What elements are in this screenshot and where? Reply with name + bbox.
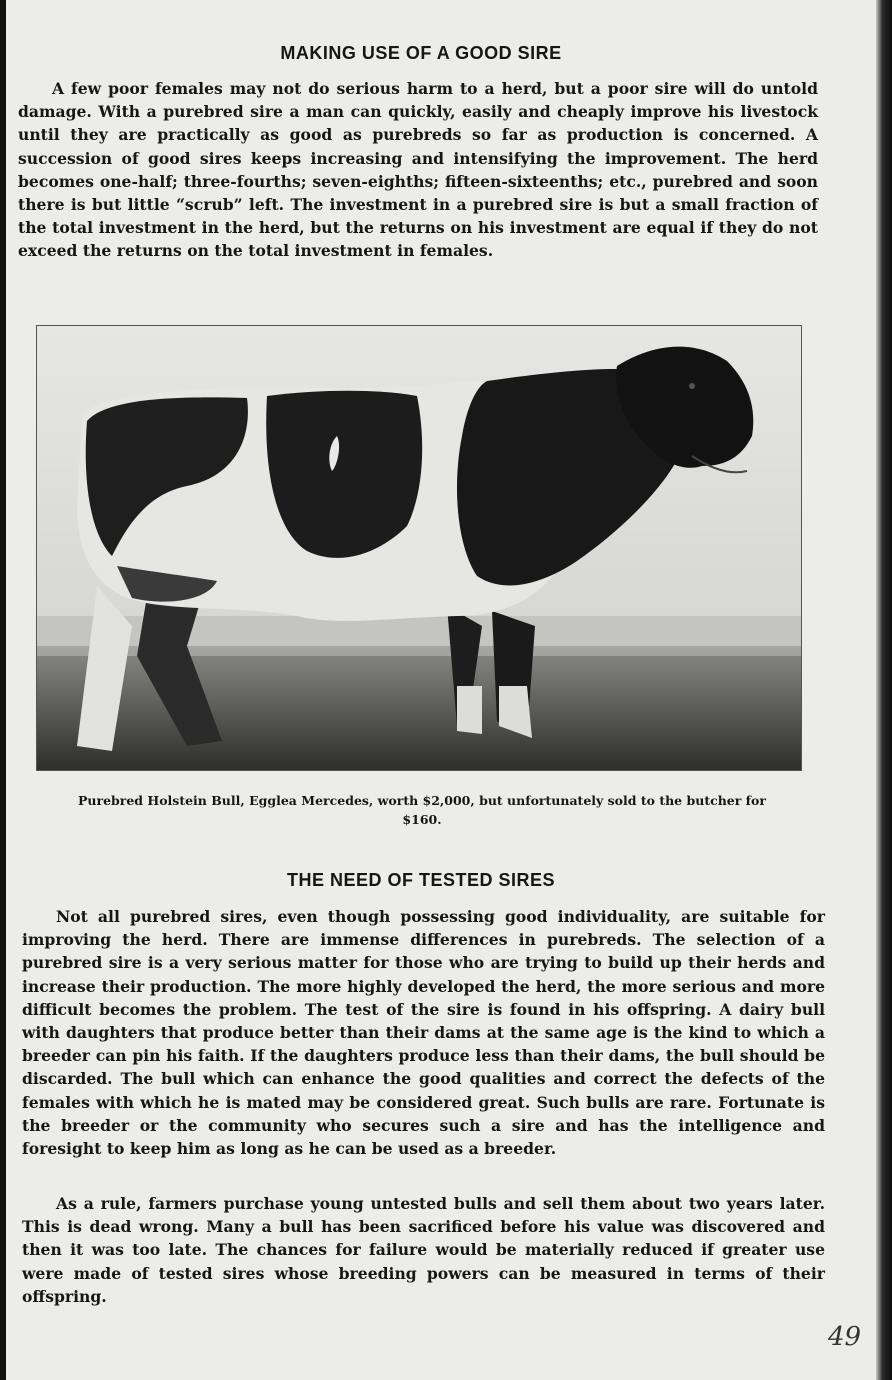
bull-photograph — [36, 325, 802, 771]
photo-caption: Purebred Holstein Bull, Egglea Mercedes, worth $2,000, but unfortunately sold to the butcher for $160. — [78, 793, 766, 827]
page-number: 49 — [828, 1322, 862, 1352]
page-edge — [876, 0, 892, 1380]
body-paragraph: As a rule, farmers purchase young untested bulls and sell them about two years later. This is dead wrong. Many a bull has been sacrificed before his value was discovered and then it was too late. The chances for failure would be materially reduced if greater use were made of tested sires whose breeding powers can be measured in terms of their offspring. — [22, 1194, 825, 1306]
section-heading-good-sire: MAKING USE OF A GOOD SIRE — [280, 43, 562, 63]
body-paragraph: A few poor females may not do serious harm to a herd, but a poor sire will do untold damage. With a purebred sire a man can quickly, easily and cheaply improve his livestock until they are practically as good as purebreds so far as production is concerned. A succession of good sires keeps increasing and intensifying the improvement. The herd becomes one-half; three-fourths; seven-eighths; fifteen-sixteenths; etc., purebred and soon there is but little “scrub” left. The investment in a purebred sire is but a small fraction of the total investment in the herd, but the returns on his investment are equal if they do not exceed the returns on the total investment in females. — [18, 79, 818, 261]
section-heading-tested-sires: THE NEED OF TESTED SIRES — [286, 870, 556, 890]
body-paragraph: Not all purebred sires, even though possessing good individuality, are suitable for improving the herd. There are immense differences in purebreds. The selection of a purebred sire is a very serious matter for those who are trying to build up their herds and increase their production. The more highly developed the herd, the more serious and more difficult becomes the problem. The test of the sire is found in his offspring. A dairy bull with daughters that produce better than their dams at the same age is the kind to which a breeder can pin his faith. If the daughters produce less than their dams, the bull should be discarded. The bull which can enhance the good qualities and correct the defects of the females with which he is mated may be considered great. Such bulls are rare. Fortunate is the breeder or the community who secures such a sire and has the intelligence and foresight to keep him as long as he can be used as a breeder. — [22, 907, 825, 1159]
book-page — [6, 0, 876, 1380]
